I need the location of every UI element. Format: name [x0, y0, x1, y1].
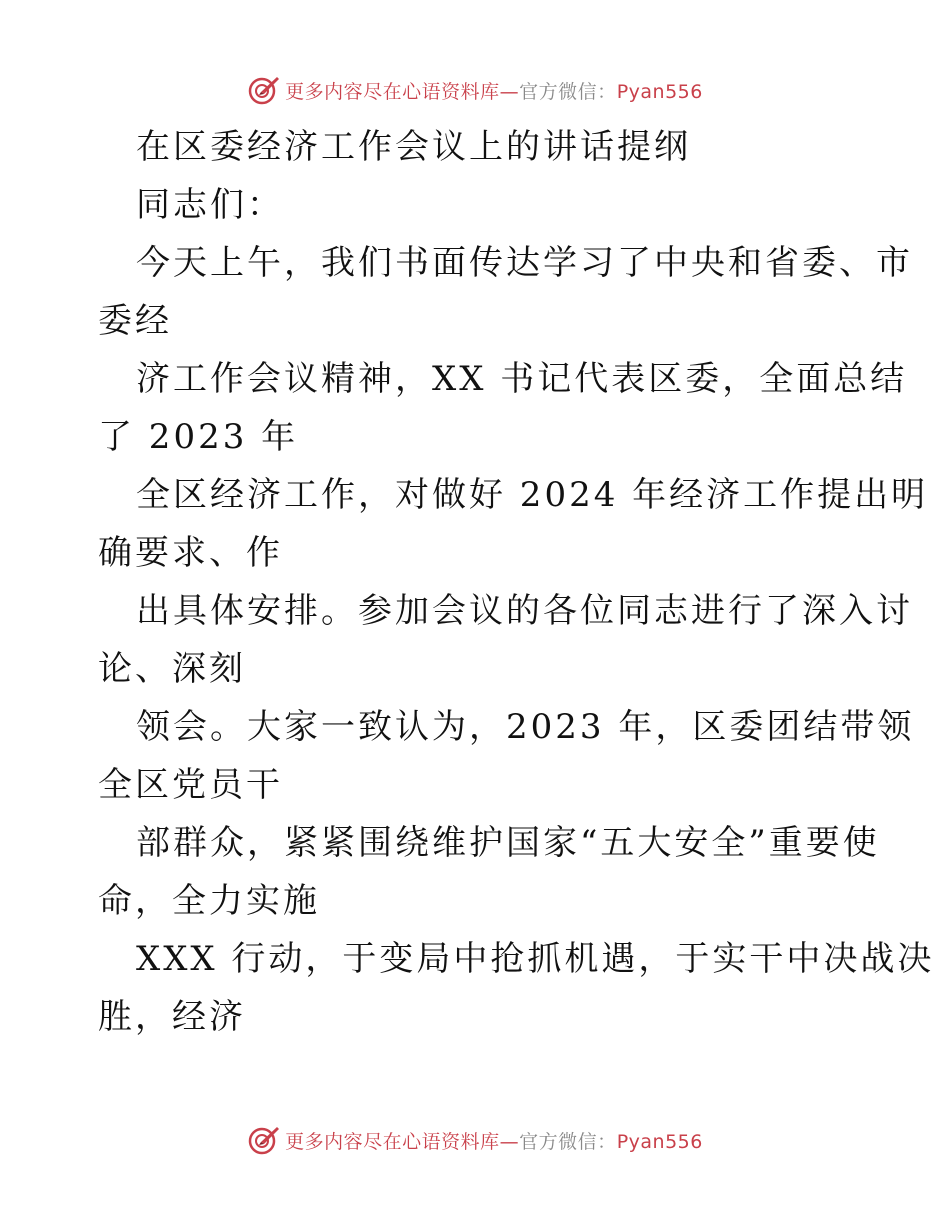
watermark-brand: 更多内容尽在心语资料库 — [285, 80, 500, 103]
document-line: 委经 — [98, 301, 172, 341]
document-line: 胜，经济 — [98, 997, 246, 1037]
watermark-text — [285, 1127, 703, 1154]
document-body — [98, 118, 935, 1046]
document-line: 论、深刻 — [98, 649, 246, 689]
document-line: 今天上午，我们书面传达学习了中央和省委、市 — [136, 243, 913, 283]
document-line: 领会。大家一致认为，2023 年，区委团结带领 — [136, 707, 915, 747]
watermark-text — [285, 77, 703, 104]
document-line: 命，全力实施 — [98, 881, 320, 921]
watermark-label: 官方微信： — [519, 1130, 617, 1153]
watermark-dash: — — [499, 80, 520, 103]
document-line: 出具体安排。参加会议的各位同志进行了深入讨 — [136, 591, 913, 631]
watermark-brand: 更多内容尽在心语资料库 — [285, 1130, 500, 1153]
document-line: 同志们： — [136, 185, 284, 225]
document-line: XXX 行动，于变局中抢抓机遇，于实干中决战决 — [136, 939, 935, 979]
watermark-id: Pyan556 — [616, 1130, 703, 1153]
document-line: 确要求、作 — [98, 533, 283, 573]
document-line: 济工作会议精神，XX 书记代表区委，全面总结 — [136, 359, 908, 399]
pen-logo-icon — [247, 1123, 281, 1157]
document-line: 了 2023 年 — [98, 417, 299, 457]
document-line: 部群众，紧紧围绕维护国家“五大安全”重要使 — [136, 823, 880, 863]
document-line: 在区委经济工作会议上的讲话提纲 — [136, 127, 691, 167]
watermark-label: 官方微信： — [519, 80, 617, 103]
document-line: 全区经济工作，对做好 2024 年经济工作提出明 — [136, 475, 929, 515]
pen-logo-icon — [247, 73, 281, 107]
watermark-id: Pyan556 — [616, 80, 703, 103]
footer-watermark — [0, 1120, 950, 1160]
header-watermark — [0, 70, 950, 110]
watermark-dash: — — [499, 1130, 520, 1153]
document-line: 全区党员干 — [98, 765, 283, 805]
